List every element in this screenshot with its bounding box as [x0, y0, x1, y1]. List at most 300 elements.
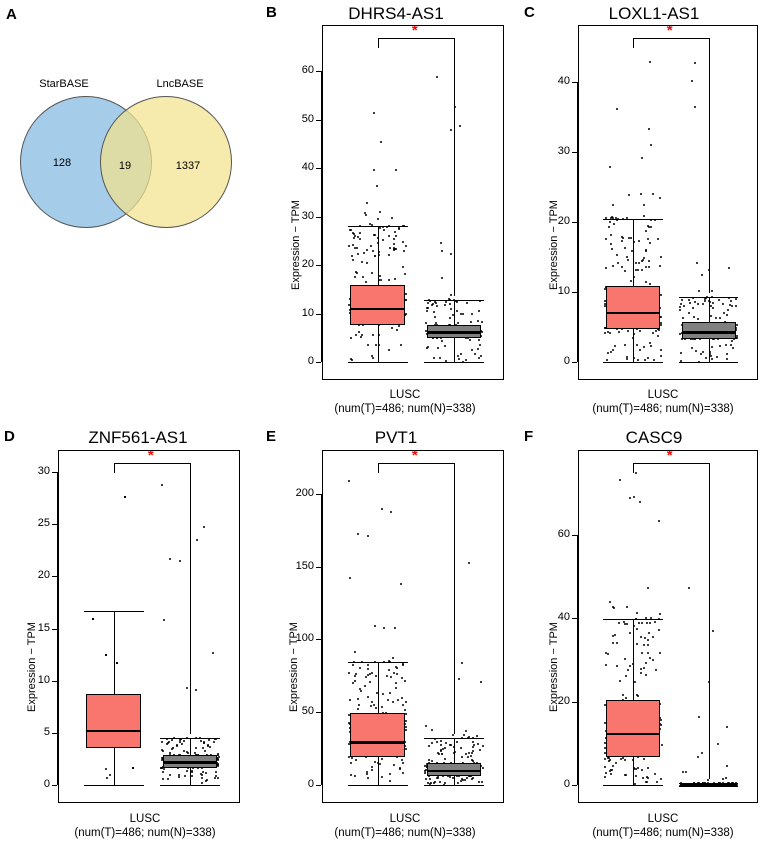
data-point — [470, 755, 472, 757]
data-point — [364, 212, 366, 214]
data-point — [707, 779, 709, 781]
data-point — [723, 312, 725, 314]
data-point — [404, 709, 406, 711]
data-point — [679, 306, 681, 308]
data-point — [460, 313, 462, 315]
data-point — [726, 353, 728, 355]
data-point — [480, 681, 482, 683]
data-point — [616, 665, 618, 667]
data-point — [626, 606, 628, 608]
data-point — [629, 632, 631, 634]
data-point — [360, 690, 362, 692]
data-point — [449, 303, 451, 305]
data-point — [646, 622, 648, 624]
data-point — [608, 760, 610, 762]
data-point — [381, 508, 383, 510]
significance-bracket-right — [709, 38, 710, 293]
data-point — [365, 281, 367, 283]
data-point — [608, 226, 610, 228]
data-point — [658, 520, 660, 522]
data-point — [178, 776, 180, 778]
y-tick-label: 40 — [557, 611, 570, 624]
data-point — [450, 308, 452, 310]
data-point — [652, 193, 654, 195]
data-point — [604, 776, 606, 778]
y-axis-line — [321, 71, 322, 362]
data-point — [106, 777, 108, 779]
data-point — [732, 347, 734, 349]
data-point — [652, 332, 654, 334]
data-point — [363, 252, 365, 254]
data-point — [658, 329, 660, 331]
data-point — [643, 644, 645, 646]
data-point — [105, 654, 107, 656]
y-tick-label: 20 — [37, 569, 50, 582]
data-point — [354, 680, 356, 682]
median-line — [163, 761, 218, 764]
data-point — [680, 303, 682, 305]
y-tick-mark — [52, 472, 57, 473]
whisker-cap — [424, 300, 484, 301]
data-point — [610, 351, 612, 353]
median-line — [682, 784, 736, 787]
data-point — [647, 357, 649, 359]
data-point — [445, 742, 447, 744]
data-point — [679, 309, 681, 311]
data-point — [468, 562, 470, 564]
data-point — [477, 348, 479, 350]
boxplot-tumor — [86, 694, 141, 748]
data-point — [660, 355, 662, 357]
significance-bracket-right — [709, 463, 710, 779]
data-point — [450, 294, 452, 296]
y-tick-label: 30 — [557, 145, 570, 157]
data-point — [647, 767, 649, 769]
panel-e-plot — [322, 450, 504, 803]
panel-e-xlabel — [300, 812, 510, 840]
data-point — [471, 752, 473, 754]
data-point — [617, 262, 619, 264]
panel-c-xlabel — [558, 388, 768, 416]
data-point — [715, 317, 717, 319]
data-point — [405, 701, 407, 703]
data-point — [688, 299, 690, 301]
data-point — [202, 747, 204, 749]
data-point — [646, 776, 648, 778]
data-point — [641, 622, 643, 624]
y-tick-label: 200 — [295, 486, 314, 499]
data-point — [654, 773, 656, 775]
median-line — [606, 733, 660, 736]
data-point — [349, 577, 351, 579]
whisker-line — [378, 325, 379, 362]
data-point — [642, 777, 644, 779]
data-point — [352, 232, 354, 234]
data-point — [640, 193, 642, 195]
data-point — [466, 777, 468, 779]
y-tick-mark — [52, 733, 57, 734]
data-point — [431, 729, 433, 731]
data-point — [735, 305, 737, 307]
data-point — [434, 781, 436, 783]
significance-star: * — [666, 25, 673, 39]
data-point — [465, 753, 467, 755]
data-point — [365, 214, 367, 216]
y-tick-label: 100 — [295, 632, 314, 645]
venn-count-left: 128 — [52, 157, 72, 169]
y-tick-mark — [316, 494, 321, 495]
data-point — [402, 266, 404, 268]
data-point — [367, 344, 369, 346]
data-point — [398, 325, 400, 327]
data-point — [163, 619, 165, 621]
data-point — [728, 267, 730, 269]
y-tick-label: 10 — [301, 306, 314, 319]
data-point — [356, 272, 358, 274]
data-point — [351, 359, 353, 361]
data-point — [209, 746, 211, 748]
data-point — [470, 321, 472, 323]
y-tick-mark — [572, 152, 577, 153]
data-point — [371, 701, 373, 703]
panel-d-ylabel: Expression − TPM — [26, 622, 38, 712]
whisker-line — [633, 619, 634, 700]
data-point — [694, 62, 696, 64]
data-point — [736, 335, 738, 337]
data-point — [659, 613, 661, 615]
data-point — [432, 303, 434, 305]
data-point — [354, 235, 356, 237]
panel-b-ylabel: Expression − TPM — [290, 200, 302, 290]
data-point — [626, 356, 628, 358]
data-point — [638, 240, 640, 242]
data-point — [712, 630, 714, 632]
data-point — [641, 269, 643, 271]
data-point — [471, 313, 473, 315]
data-point — [688, 312, 690, 314]
y-tick-mark — [316, 168, 321, 169]
data-point — [374, 761, 376, 763]
data-point — [440, 744, 442, 746]
y-tick-label: 50 — [301, 705, 314, 718]
data-point — [628, 237, 630, 239]
data-point — [367, 777, 369, 779]
data-point — [391, 327, 393, 329]
whisker-cap — [424, 785, 484, 786]
data-point — [201, 774, 203, 776]
data-point — [661, 744, 663, 746]
data-point — [354, 276, 356, 278]
data-point — [426, 310, 428, 312]
data-point — [441, 250, 443, 252]
y-tick-mark — [572, 535, 577, 536]
data-point — [471, 349, 473, 351]
panel-a-letter: A — [6, 6, 17, 23]
data-point — [403, 250, 405, 252]
data-point — [359, 667, 361, 669]
data-point — [614, 345, 616, 347]
data-point — [388, 254, 390, 256]
significance-bracket-left — [378, 38, 379, 48]
y-tick-label: 50 — [301, 112, 314, 125]
data-point — [444, 345, 446, 347]
y-tick-mark — [572, 222, 577, 223]
data-point — [712, 307, 714, 309]
data-point — [698, 290, 700, 292]
data-point — [692, 307, 694, 309]
data-point — [214, 777, 216, 779]
whisker-cap — [603, 219, 662, 220]
data-point — [652, 659, 654, 661]
data-point — [726, 358, 728, 360]
data-point — [394, 627, 396, 629]
data-point — [181, 743, 183, 745]
data-point — [352, 664, 354, 666]
data-point — [626, 623, 628, 625]
data-point — [389, 780, 391, 782]
data-point — [466, 302, 468, 304]
data-point — [183, 750, 185, 752]
data-point — [395, 169, 397, 171]
data-point — [383, 229, 385, 231]
data-point — [429, 778, 431, 780]
data-point — [650, 345, 652, 347]
data-point — [711, 346, 713, 348]
y-tick-mark — [316, 362, 321, 363]
data-point — [388, 235, 390, 237]
significance-star: * — [666, 450, 673, 464]
y-axis-line — [57, 472, 58, 785]
data-point — [388, 669, 390, 671]
whisker-line — [454, 338, 455, 362]
y-tick-label: 10 — [557, 285, 570, 297]
whisker-line — [709, 339, 710, 362]
data-point — [355, 759, 357, 761]
data-point — [624, 623, 626, 625]
venn-right-label: LncBASE — [156, 78, 204, 90]
data-point — [640, 636, 642, 638]
data-point — [691, 80, 693, 82]
significance-bracket-left — [378, 463, 379, 473]
data-point — [217, 777, 219, 779]
data-point — [657, 335, 659, 337]
data-point — [645, 662, 647, 664]
panel-b-xlabel — [300, 388, 510, 416]
data-point — [176, 745, 178, 747]
data-point — [629, 497, 631, 499]
data-point — [649, 242, 651, 244]
data-point — [467, 756, 469, 758]
data-point — [393, 672, 395, 674]
data-point — [458, 678, 460, 680]
data-point — [380, 141, 382, 143]
panel-c-plot — [578, 25, 758, 380]
data-point — [393, 764, 395, 766]
data-point — [349, 699, 351, 701]
data-point — [169, 558, 171, 560]
data-point — [614, 634, 616, 636]
data-point — [382, 239, 384, 241]
y-tick-mark — [572, 82, 577, 83]
data-point — [659, 652, 661, 654]
data-point — [648, 260, 650, 262]
data-point — [433, 311, 435, 313]
whisker-cap — [160, 738, 220, 739]
data-point — [635, 262, 637, 264]
data-point — [685, 771, 687, 773]
panel-c-letter: C — [524, 4, 535, 21]
data-point — [634, 681, 636, 683]
data-point — [352, 259, 354, 261]
data-point — [213, 741, 215, 743]
data-point — [683, 305, 685, 307]
data-point — [693, 316, 695, 318]
data-point — [373, 112, 375, 114]
whisker-cap — [84, 611, 144, 612]
data-point — [389, 692, 391, 694]
data-point — [605, 238, 607, 240]
data-point — [637, 695, 639, 697]
data-point — [612, 765, 614, 767]
data-point — [387, 699, 389, 701]
data-point — [711, 358, 713, 360]
panel-d-title: ZNF561-AS1 — [88, 428, 188, 447]
data-point — [618, 331, 620, 333]
data-point — [637, 269, 639, 271]
data-point — [643, 215, 645, 217]
data-point — [697, 303, 699, 305]
panel-d-xlabel — [40, 812, 250, 840]
data-point — [427, 302, 429, 304]
data-point — [711, 290, 713, 292]
data-point — [648, 266, 650, 268]
data-point — [660, 349, 662, 351]
whisker-cap — [603, 362, 662, 363]
y-tick-label: 15 — [37, 621, 50, 634]
data-point — [716, 356, 718, 358]
data-point — [386, 675, 388, 677]
data-point — [660, 778, 662, 780]
data-point — [205, 772, 207, 774]
data-point — [604, 766, 606, 768]
data-point — [371, 766, 373, 768]
data-point — [370, 705, 372, 707]
y-axis-line — [577, 82, 578, 362]
data-point — [608, 757, 610, 759]
y-tick-label: 0 — [563, 778, 570, 790]
data-point — [348, 672, 350, 674]
data-point — [612, 265, 614, 267]
data-point — [405, 245, 407, 247]
data-point — [682, 317, 684, 319]
data-point — [647, 238, 649, 240]
data-point — [612, 349, 614, 351]
data-point — [191, 771, 193, 773]
data-point — [391, 217, 393, 219]
data-point — [635, 472, 637, 474]
data-point — [649, 657, 651, 659]
data-point — [633, 496, 635, 498]
data-point — [369, 681, 371, 683]
whisker-line — [454, 776, 455, 785]
data-point — [652, 636, 654, 638]
data-point — [604, 332, 606, 334]
data-point — [351, 255, 353, 257]
data-point — [379, 763, 381, 765]
data-point — [183, 740, 185, 742]
venn-left-label: StarBASE — [39, 78, 89, 90]
data-point — [613, 607, 615, 609]
data-point — [355, 673, 357, 675]
data-point — [354, 651, 356, 653]
data-point — [441, 277, 443, 279]
data-point — [736, 337, 738, 339]
data-point — [360, 336, 362, 338]
data-point — [372, 250, 374, 252]
data-point — [392, 701, 394, 703]
significance-bracket-right — [190, 463, 191, 734]
y-tick-label: 60 — [301, 64, 314, 77]
data-point — [645, 674, 647, 676]
significance-bracket-right — [454, 463, 455, 734]
data-point — [435, 302, 437, 304]
data-point — [627, 669, 629, 671]
whisker-line — [190, 738, 191, 755]
whisker-cap — [424, 738, 484, 739]
data-point — [697, 318, 699, 320]
data-point — [186, 687, 188, 689]
data-point — [729, 304, 731, 306]
data-point — [472, 746, 474, 748]
data-point — [701, 274, 703, 276]
y-tick-label: 150 — [295, 559, 314, 572]
data-point — [625, 675, 627, 677]
data-point — [195, 689, 197, 691]
y-tick-mark — [572, 362, 577, 363]
data-point — [398, 228, 400, 230]
y-tick-mark — [572, 618, 577, 619]
data-point — [610, 773, 612, 775]
significance-star: * — [147, 450, 154, 464]
data-point — [659, 265, 661, 267]
data-point — [725, 777, 727, 779]
data-point — [474, 353, 476, 355]
data-point — [689, 302, 691, 304]
data-point — [402, 704, 404, 706]
data-point — [171, 739, 173, 741]
data-point — [374, 625, 376, 627]
data-point — [691, 347, 693, 349]
data-point — [116, 662, 118, 664]
data-point — [638, 262, 640, 264]
data-point — [205, 780, 207, 782]
data-point — [618, 622, 620, 624]
data-point — [726, 765, 728, 767]
boxplot-tumor — [350, 713, 405, 757]
data-point — [696, 262, 698, 264]
data-point — [607, 653, 609, 655]
data-point — [660, 256, 662, 258]
significance-bracket-left — [114, 463, 115, 473]
data-point — [352, 244, 354, 246]
data-point — [161, 741, 163, 743]
data-point — [372, 334, 374, 336]
data-point — [653, 359, 655, 361]
boxplot-tumor — [350, 285, 405, 325]
median-line — [427, 331, 482, 334]
data-point — [354, 675, 356, 677]
whisker-cap — [603, 619, 662, 620]
